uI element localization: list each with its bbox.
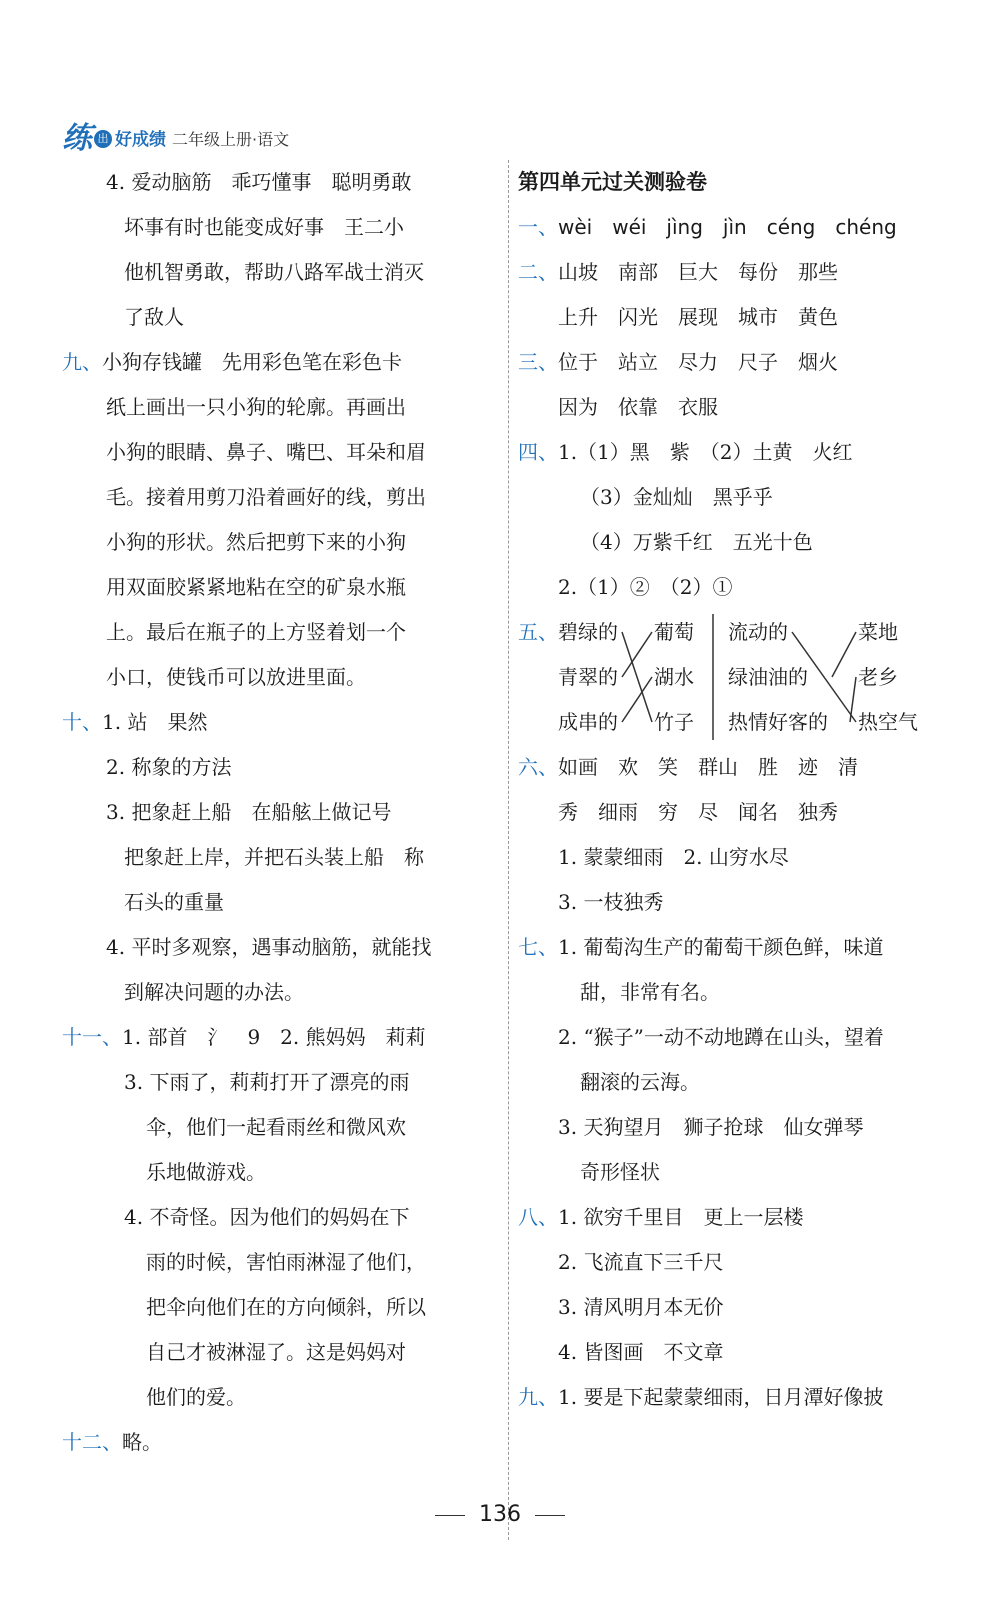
- answer-text: 位于 站立 尽力 尺子 烟火: [558, 350, 838, 374]
- answer-line: 他机智勇敢，帮助八路军战士消灭: [124, 260, 424, 284]
- answer-line: （3）金灿灿 黑乎乎: [580, 485, 773, 509]
- answer-line: 2. 飞流直下三千尺: [558, 1250, 724, 1274]
- section-eleven: [62, 1015, 500, 1060]
- answer-line: 因为 依靠 衣服: [558, 395, 718, 419]
- page-header: [62, 118, 289, 154]
- section-four: [518, 430, 958, 475]
- left-column: [62, 160, 500, 1465]
- answer-line: 3. 一枝独秀: [558, 890, 664, 914]
- match-word: 流动的: [728, 620, 788, 644]
- brand-logo-lian: 练: [62, 121, 92, 156]
- answer-line: 自己才被淋湿了。这是妈妈对: [146, 1340, 406, 1364]
- answer-line: 4. 皆图画 不文章: [558, 1340, 724, 1364]
- answer-line: 甜，非常有名。: [580, 980, 720, 1004]
- answer-line: 1. 蒙蒙细雨 2. 山穷水尽: [558, 845, 789, 869]
- match-word: 成串的: [558, 710, 618, 734]
- match-lines: [518, 610, 958, 745]
- section-label: 九、: [518, 1385, 558, 1409]
- right-column: [518, 160, 958, 1420]
- answer-text: 1. 部首 氵 9 2. 熊妈妈 莉莉: [122, 1025, 426, 1049]
- section-label: 五、: [518, 620, 558, 644]
- match-word: 青翠的: [558, 665, 618, 689]
- answer-line: 他们的爱。: [146, 1385, 246, 1409]
- match-word: 葡萄: [654, 620, 694, 644]
- match-line: [622, 632, 652, 677]
- answer-line: 3. 把象赶上船 在船舷上做记号: [106, 800, 392, 824]
- answer-line: 用双面胶紧紧地粘在空的矿泉水瓶: [106, 575, 406, 599]
- section-label: 十二、: [62, 1430, 122, 1454]
- answer-line: （4）万紫千红 五光十色: [580, 530, 813, 554]
- match-word: 老乡: [858, 665, 898, 689]
- match-line: [622, 677, 652, 722]
- answer-line: 4. 爱动脑筋 乖巧懂事 聪明勇敢: [106, 170, 412, 194]
- answer-line: 毛。接着用剪刀沿着画好的线，剪出: [106, 485, 426, 509]
- answer-line: 石头的重量: [124, 890, 224, 914]
- answer-line: 2. “猴子”一动不动地蹲在山头，望着: [558, 1025, 884, 1049]
- column-divider: [508, 160, 509, 1540]
- page-number-dash: [535, 1515, 565, 1516]
- brand-logo-circle: 出: [94, 130, 112, 148]
- answer-line: 上。最后在瓶子的上方竖着划一个: [106, 620, 406, 644]
- section-label: 八、: [518, 1205, 558, 1229]
- section-two: [518, 250, 958, 295]
- answer-line: 2.（1）② （2）①: [558, 575, 733, 599]
- match-word: 碧绿的: [558, 620, 618, 644]
- answer-line: 秀 细雨 穷 尽 闻名 独秀: [558, 800, 838, 824]
- answer-line: 上升 闪光 展现 城市 黄色: [558, 305, 838, 329]
- match-word: 竹子: [654, 710, 694, 734]
- answer-text: 小狗存钱罐 先用彩色笔在彩色卡: [102, 350, 402, 374]
- section-label: 四、: [518, 440, 558, 464]
- answer-line: 小狗的眼睛、鼻子、嘴巴、耳朵和眉: [106, 440, 426, 464]
- book-subtitle: 二年级上册·语文: [172, 130, 290, 149]
- answer-text: 略。: [122, 1430, 162, 1454]
- pinyin-answers: wèi wéi jìng jìn céng chéng: [558, 215, 897, 239]
- answer-line: 把象赶上岸，并把石头装上船 称: [124, 845, 424, 869]
- answer-line: 3. 清风明月本无价: [558, 1295, 724, 1319]
- answer-line: 把伞向他们在的方向倾斜，所以: [146, 1295, 426, 1319]
- answer-line: 到解决问题的办法。: [124, 980, 304, 1004]
- section-label: 七、: [518, 935, 558, 959]
- answer-text: 1. 站 果然: [102, 710, 208, 734]
- answer-line: 4. 平时多观察，遇事动脑筋，就能找: [106, 935, 432, 959]
- answer-text: 山坡 南部 巨大 每份 那些: [558, 260, 838, 284]
- match-word: 湖水: [654, 665, 694, 689]
- match-word: 热空气: [858, 710, 918, 734]
- answer-line: 3. 天狗望月 狮子抢球 仙女弹琴: [558, 1115, 864, 1139]
- section-six: [518, 745, 958, 790]
- answer-line: 4. 不奇怪。因为他们的妈妈在下: [124, 1205, 410, 1229]
- match-word: 热情好客的: [728, 710, 828, 734]
- answer-line: 小口，使钱币可以放进里面。: [106, 665, 366, 689]
- section-one: [518, 205, 958, 250]
- answer-line: 翻滚的云海。: [580, 1070, 700, 1094]
- test-title: 第四单元过关测验卷: [518, 170, 707, 194]
- answer-line: 雨的时候，害怕雨淋湿了他们，: [146, 1250, 426, 1274]
- answer-line: 纸上画出一只小狗的轮廓。再画出: [106, 395, 406, 419]
- section-label: 三、: [518, 350, 558, 374]
- answer-line: 2. 称象的方法: [106, 755, 232, 779]
- section-eight: [518, 1195, 958, 1240]
- section-label: 一、: [518, 215, 558, 239]
- matching-exercise: [518, 610, 958, 745]
- match-line: [832, 632, 856, 677]
- section-seven: [518, 925, 958, 970]
- brand-logo-text: 好成绩: [115, 130, 166, 150]
- answer-text: 1.（1）黑 紫 （2）土黄 火红: [558, 440, 853, 464]
- match-line: [622, 632, 652, 722]
- section-ten: [62, 700, 500, 745]
- answer-line: 奇形怪状: [580, 1160, 660, 1184]
- answer-text: 1. 葡萄沟生产的葡萄干颜色鲜，味道: [558, 935, 884, 959]
- answer-line: 乐地做游戏。: [146, 1160, 266, 1184]
- answer-text: 1. 要是下起蒙蒙细雨，日月潭好像披: [558, 1385, 884, 1409]
- page-number-text: 136: [479, 1502, 521, 1527]
- answer-line: 坏事有时也能变成好事 王二小: [124, 215, 404, 239]
- section-twelve: [62, 1420, 500, 1465]
- match-word: 菜地: [858, 620, 898, 644]
- match-line: [792, 632, 856, 722]
- answer-text: 如画 欢 笑 群山 胜 迹 清: [558, 755, 858, 779]
- answer-line: 伞，他们一起看雨丝和微风欢: [146, 1115, 406, 1139]
- page-number: [0, 1502, 1000, 1527]
- section-three: [518, 340, 958, 385]
- answer-text: 1. 欲穷千里目 更上一层楼: [558, 1205, 804, 1229]
- section-label: 六、: [518, 755, 558, 779]
- section-label: 十、: [62, 710, 102, 734]
- section-nine-right: [518, 1375, 958, 1420]
- match-line: [850, 677, 856, 722]
- section-label: 二、: [518, 260, 558, 284]
- answer-line: 了敌人: [124, 305, 184, 329]
- match-word: 绿油油的: [728, 665, 808, 689]
- answer-line: 小狗的形状。然后把剪下来的小狗: [106, 530, 406, 554]
- answer-line: 3. 下雨了，莉莉打开了漂亮的雨: [124, 1070, 410, 1094]
- section-nine: [62, 340, 500, 385]
- section-label: 九、: [62, 350, 102, 374]
- section-label: 十一、: [62, 1025, 122, 1049]
- page-number-dash: [435, 1515, 465, 1516]
